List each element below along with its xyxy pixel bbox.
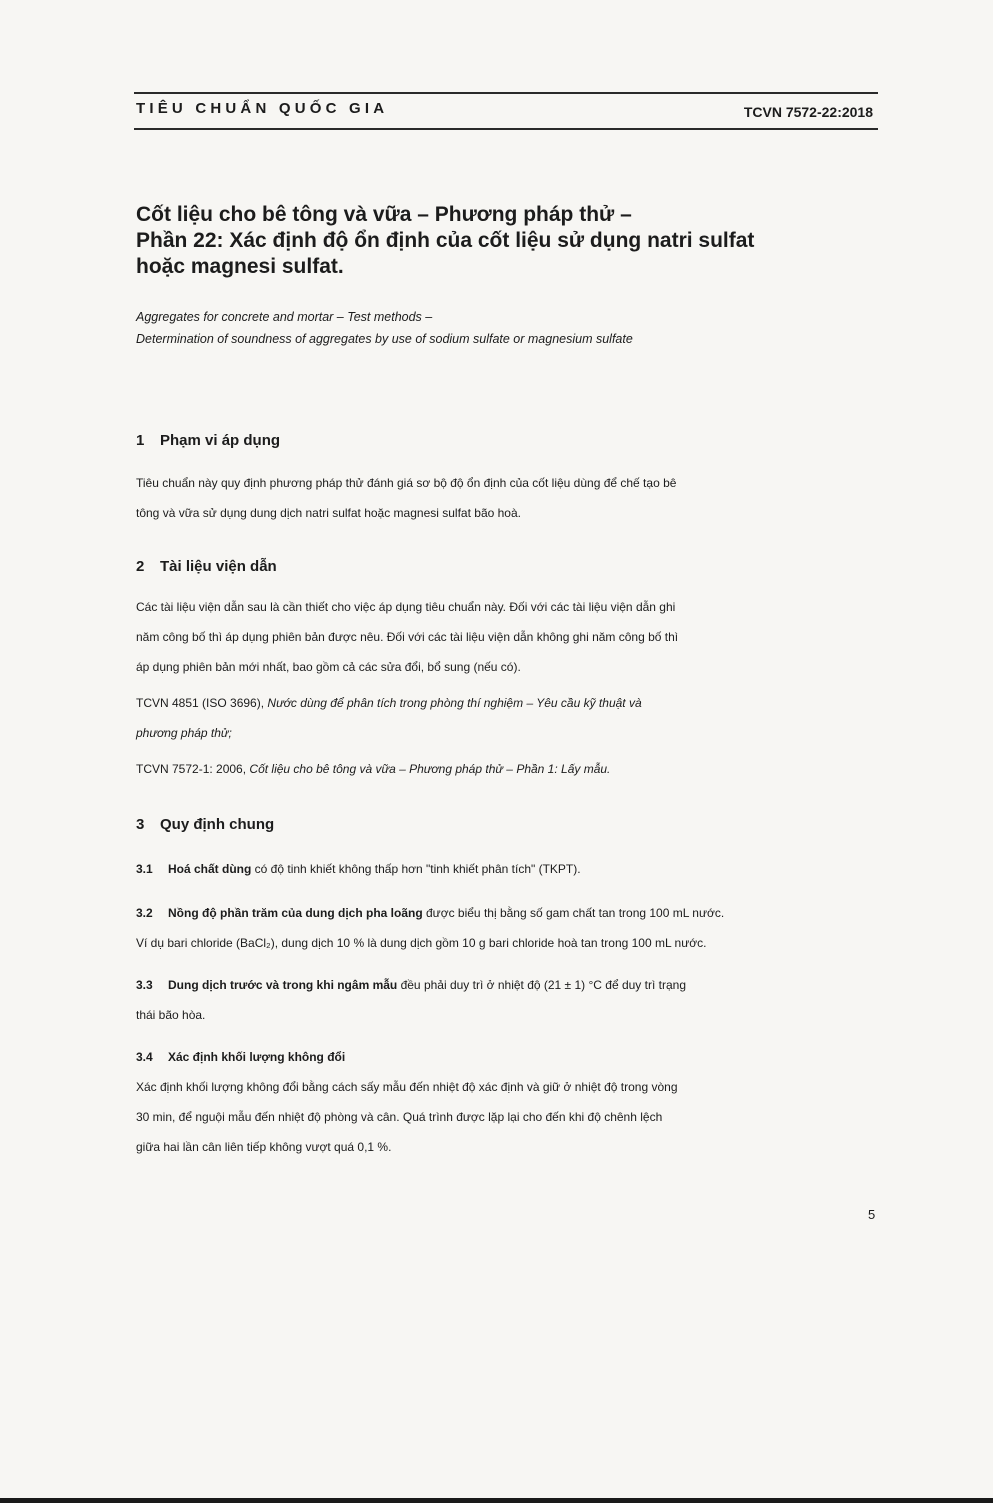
section-title: Tài liệu viện dẫn bbox=[160, 558, 277, 575]
clause-term: Dung dịch trước và trong khi ngâm mẫu bbox=[168, 978, 398, 992]
title-line-2: Phần 22: Xác định độ ổn định của cốt liệu sử dụng natri sulfat bbox=[136, 229, 755, 252]
paragraph-line: 30 min, để nguội mẫu đến nhiệt độ phòng và cân. Quá trình được lặp lại cho đến khi độ chênh lệch bbox=[136, 1110, 663, 1124]
clause-text: có độ tinh khiết không thấp hơn "tinh khiết phân tích" (TKPT). bbox=[251, 862, 581, 876]
section-title: Phạm vi áp dụng bbox=[160, 432, 281, 449]
english-title bbox=[136, 306, 876, 350]
paragraph-line: Xác định khối lượng không đổi bằng cách sấy mẫu đến nhiệt độ xác định và giữ ở nhiệt độ trong vòng bbox=[136, 1080, 678, 1094]
reference-title-continued: phương pháp thử; bbox=[136, 726, 232, 740]
paragraph-line: Ví dụ bari chloride (BaCl₂), dung dịch 10 % là dung dịch gồm 10 g bari chloride hoà tan trong 100 mL nước. bbox=[136, 936, 707, 950]
clause-number: 3.3 bbox=[136, 978, 153, 992]
reference-title: Cốt liệu cho bê tông và vữa – Phương pháp thử – Phần 1: Lấy mẫu. bbox=[249, 762, 611, 776]
section-3-heading bbox=[136, 816, 274, 833]
reference-tcvn-4851 bbox=[136, 688, 878, 748]
paragraph-line: Tiêu chuẩn này quy định phương pháp thử đánh giá sơ bộ độ ổn định của cốt liệu dùng để chế tạo bê bbox=[136, 476, 677, 490]
reference-code: TCVN 4851 (ISO 3696), bbox=[136, 696, 265, 710]
clause-3-1 bbox=[136, 854, 878, 884]
paragraph-line: tông và vữa sử dụng dung dịch natri sulfat hoặc magnesi sulfat bão hoà. bbox=[136, 506, 521, 520]
header-standard-type: TIÊU CHUẨN QUỐC GIA bbox=[136, 100, 389, 117]
clause-3-4 bbox=[136, 1042, 878, 1162]
section-1-heading bbox=[136, 432, 280, 449]
reference-code: TCVN 7572-1: 2006, bbox=[136, 762, 247, 776]
header-rule-top bbox=[134, 92, 878, 94]
subtitle-line-1: Aggregates for concrete and mortar – Test methods – bbox=[136, 310, 433, 324]
paragraph-line: áp dụng phiên bản mới nhất, bao gồm cả các sửa đổi, bổ sung (nếu có). bbox=[136, 660, 521, 674]
section-2-body bbox=[136, 592, 878, 682]
section-2-heading bbox=[136, 558, 277, 575]
section-number: 1 bbox=[136, 432, 145, 449]
document-title bbox=[136, 202, 876, 280]
paragraph-line: giữa hai lần cân liên tiếp không vượt quá 0,1 %. bbox=[136, 1140, 392, 1154]
header-rule-bottom bbox=[134, 128, 878, 130]
reference-tcvn-7572-1 bbox=[136, 754, 878, 784]
clause-number: 3.2 bbox=[136, 906, 153, 920]
clause-term: Hoá chất dùng bbox=[168, 862, 252, 876]
clause-text: đều phải duy trì ở nhiệt độ (21 ± 1) °C để duy trì trạng bbox=[397, 978, 686, 992]
paragraph-line: Các tài liệu viện dẫn sau là cần thiết cho việc áp dụng tiêu chuẩn này. Đối với các tài liệu viện dẫn ghi bbox=[136, 600, 676, 614]
title-line-3: hoặc magnesi sulfat. bbox=[136, 255, 344, 278]
clause-term: Nồng độ phần trăm của dung dịch pha loãng bbox=[168, 906, 423, 920]
title-line-1: Cốt liệu cho bê tông và vữa – Phương pháp thử – bbox=[136, 203, 632, 226]
section-1-body bbox=[136, 468, 878, 528]
section-number: 3 bbox=[136, 816, 145, 833]
paragraph-line: thái bão hòa. bbox=[136, 1008, 206, 1022]
page-number: 5 bbox=[868, 1207, 876, 1222]
header-standard-code: TCVN 7572-22:2018 bbox=[743, 104, 873, 120]
paragraph-line: năm công bố thì áp dụng phiên bản được nêu. Đối với các tài liệu viện dẫn không ghi năm công bố thì bbox=[136, 630, 679, 644]
clause-term: Xác định khối lượng không đổi bbox=[168, 1050, 346, 1064]
clause-number: 3.1 bbox=[136, 862, 153, 876]
clause-3-2 bbox=[136, 898, 878, 958]
scan-bottom-edge bbox=[0, 1498, 993, 1503]
clause-text: được biểu thị bằng số gam chất tan trong 100 mL nước. bbox=[422, 906, 725, 920]
section-title: Quy định chung bbox=[160, 816, 275, 833]
section-number: 2 bbox=[136, 558, 145, 575]
reference-title: Nước dùng để phân tích trong phòng thí nghiệm – Yêu cầu kỹ thuật và bbox=[267, 696, 642, 710]
clause-3-3 bbox=[136, 970, 878, 1030]
clause-number: 3.4 bbox=[136, 1050, 153, 1064]
subtitle-line-2: Determination of soundness of aggregates by use of sodium sulfate or magnesium sulfate bbox=[136, 332, 633, 346]
